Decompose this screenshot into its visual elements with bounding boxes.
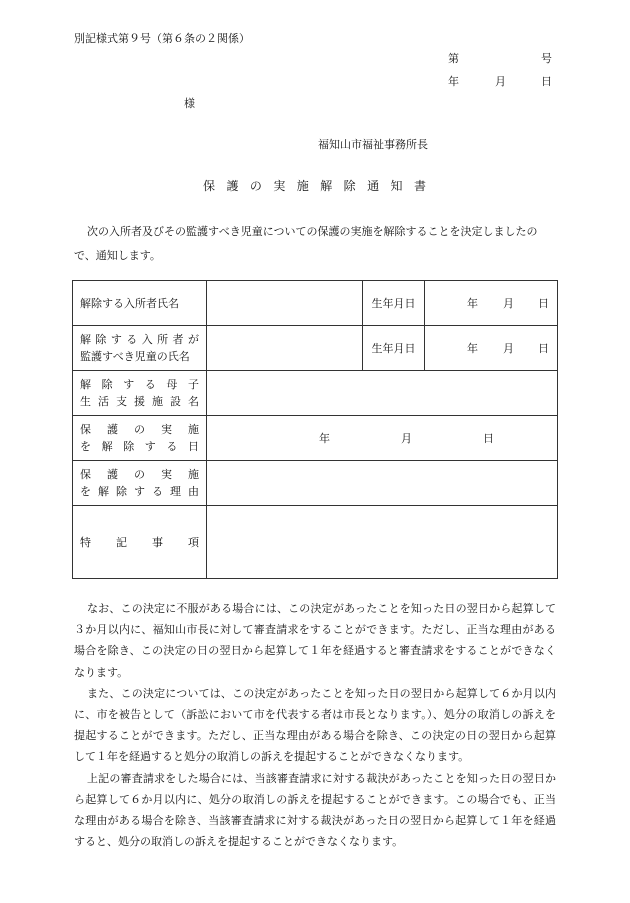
- label-release-reason: [73, 461, 207, 506]
- birthdate-label: 生年月日: [363, 281, 425, 326]
- resident-birthdate-field[interactable]: [425, 281, 558, 326]
- release-day-unit: 日: [483, 432, 494, 445]
- label-char: 解: [101, 440, 113, 453]
- table-row: [73, 281, 558, 326]
- table-row: [73, 461, 558, 506]
- label-char: 保: [203, 179, 216, 193]
- label-char: 実: [161, 468, 172, 481]
- label-char: の: [134, 468, 145, 481]
- label-char: 入: [141, 333, 153, 346]
- label-special-notes: [73, 506, 207, 579]
- table-row: [73, 416, 558, 461]
- label-char: 理: [170, 485, 181, 498]
- release-month-unit: 月: [401, 432, 412, 445]
- label-char: 知: [390, 179, 403, 193]
- facility-name-field[interactable]: [207, 371, 558, 416]
- label-char: 施: [188, 468, 199, 481]
- birth-day-unit: 日: [538, 297, 549, 310]
- label-char: 所: [157, 333, 169, 346]
- label-char: 母: [166, 378, 178, 391]
- label-line: [80, 331, 199, 348]
- issue-date-month: 月: [495, 75, 506, 88]
- label-char: の: [249, 179, 262, 193]
- label-facility-name: [73, 371, 207, 416]
- label-char: 護: [107, 423, 118, 436]
- label-char: 解: [320, 179, 333, 193]
- release-year-unit: 年: [319, 432, 330, 445]
- label-line: [80, 534, 199, 551]
- label-char: を: [80, 440, 91, 453]
- label-char: の: [134, 423, 145, 436]
- birthdate-label: 生年月日: [363, 326, 425, 371]
- label-line: 監護すべき児童の氏名: [80, 350, 190, 363]
- label-char: 除: [95, 333, 107, 346]
- form-label: 別記様式第９号（第６条の２関係）: [74, 32, 250, 45]
- document-number-prefix: 第: [448, 52, 459, 65]
- label-char: 除: [123, 440, 135, 453]
- label-line: [80, 466, 199, 483]
- appeal-note-paragraph: なお、この決定に不服がある場合には、この決定があったことを知った日の翌日から起算して３か月以内に、福知山市長に対して審査請求をすることができます。ただし、正当な理由がある場合を除き、この決定の日の翌日から起算して１年を経過すると審査請求をすることができなくなります。: [74, 602, 556, 679]
- issue-date-day: 日: [541, 75, 552, 88]
- label-char: 実: [273, 179, 286, 193]
- label-char: 施: [296, 179, 309, 193]
- label-line: [80, 376, 199, 393]
- label-char: す: [134, 485, 145, 498]
- label-char: 子: [187, 378, 199, 391]
- document-title-text: [203, 177, 426, 194]
- label-char: 除: [101, 378, 113, 391]
- appeal-note-paragraph: 上記の審査請求をした場合には、当該審査請求に対する裁決があったことを知った日の翌日から起算して６か月以内に、処分の取消しの訴えを提起することができます。この場合でも、正当な理由がある場合を除き、当該審査請求に対する裁決があった日の翌日から起算して１年を経過すると、処分の取消しの訴えを提起することができなくなります。: [74, 771, 556, 849]
- label-char: る: [126, 333, 138, 346]
- label-char: 施: [188, 423, 199, 436]
- label-resident-name: 解除する入所者氏名: [73, 281, 207, 326]
- label-char: 活: [98, 395, 109, 408]
- label-line: [80, 483, 199, 500]
- release-date-field[interactable]: [207, 416, 558, 461]
- child-name-field[interactable]: [207, 326, 363, 371]
- special-notes-field[interactable]: [207, 506, 558, 579]
- label-char: 記: [116, 535, 127, 549]
- label-char: 事: [152, 535, 163, 549]
- addressee-honorific: 様: [184, 97, 195, 110]
- birth-month-unit: 月: [503, 342, 514, 355]
- birth-year-unit: 年: [467, 297, 478, 310]
- document-number-suffix: 号: [541, 52, 552, 65]
- label-line: [80, 421, 199, 438]
- sender-name: 福知山市福祉事務所長: [318, 138, 428, 151]
- label-char: 名: [188, 395, 199, 408]
- table-row: [73, 506, 558, 579]
- intro-paragraph: [74, 220, 554, 268]
- birth-day-unit: 日: [538, 342, 549, 355]
- label-char: 解: [80, 333, 91, 346]
- label-char: 護: [226, 179, 239, 193]
- release-reason-field[interactable]: [207, 461, 558, 506]
- label-char: る: [144, 378, 156, 391]
- label-char: 支: [116, 395, 127, 408]
- label-char: 保: [80, 468, 91, 481]
- label-child-name: [73, 326, 207, 371]
- table-row: [73, 371, 558, 416]
- label-char: を: [80, 485, 91, 498]
- label-char: す: [144, 440, 156, 453]
- child-birthdate-field[interactable]: [425, 326, 558, 371]
- label-char: 書: [413, 179, 426, 193]
- label-char: 援: [134, 395, 145, 408]
- label-char: す: [110, 333, 122, 346]
- label-line: [80, 393, 199, 410]
- intro-text: 次の入所者及びその監護すべき児童についての保護の実施を解除することを決定しましたので、通知します。: [74, 225, 538, 262]
- label-char: 生: [80, 395, 91, 408]
- label-char: 除: [116, 485, 127, 498]
- label-char: 通: [367, 179, 380, 193]
- label-char: 施: [152, 395, 163, 408]
- label-char: 日: [187, 440, 199, 453]
- appeal-notes: [74, 598, 556, 852]
- label-char: 項: [188, 535, 199, 549]
- label-char: 保: [80, 423, 91, 436]
- label-char: す: [123, 378, 135, 391]
- resident-name-field[interactable]: [207, 281, 363, 326]
- label-char: 特: [80, 535, 91, 549]
- document-title: [203, 177, 426, 194]
- label-char: る: [166, 440, 178, 453]
- label-char: 解: [80, 378, 91, 391]
- label-line: [80, 438, 199, 455]
- appeal-note-paragraph: また、この決定については、この決定があったことを知った日の翌日から起算して６か月以内に、市を被告として（訴訟において市を代表する者は市長となります。）、処分の取消しの訴えを提起することができます。ただし、正当な理由がある場合を除き、この決定の日の翌日から起算して１年を経過すると処分の取消しの訴えを提起することができなくなります。: [74, 686, 556, 764]
- label-char: る: [152, 485, 163, 498]
- label-char: が: [187, 333, 199, 346]
- label-release-date: [73, 416, 207, 461]
- label-char: 除: [343, 179, 356, 193]
- label-char: 由: [188, 485, 199, 498]
- label-char: 実: [161, 423, 172, 436]
- birth-month-unit: 月: [503, 297, 514, 310]
- issue-date-year: 年: [448, 75, 459, 88]
- birth-year-unit: 年: [467, 342, 478, 355]
- label-char: 護: [107, 468, 118, 481]
- table-row: [73, 326, 558, 371]
- label-char: 設: [170, 395, 181, 408]
- notice-form-table: [72, 280, 558, 579]
- label-char: 者: [172, 333, 184, 346]
- label-char: 解: [98, 485, 109, 498]
